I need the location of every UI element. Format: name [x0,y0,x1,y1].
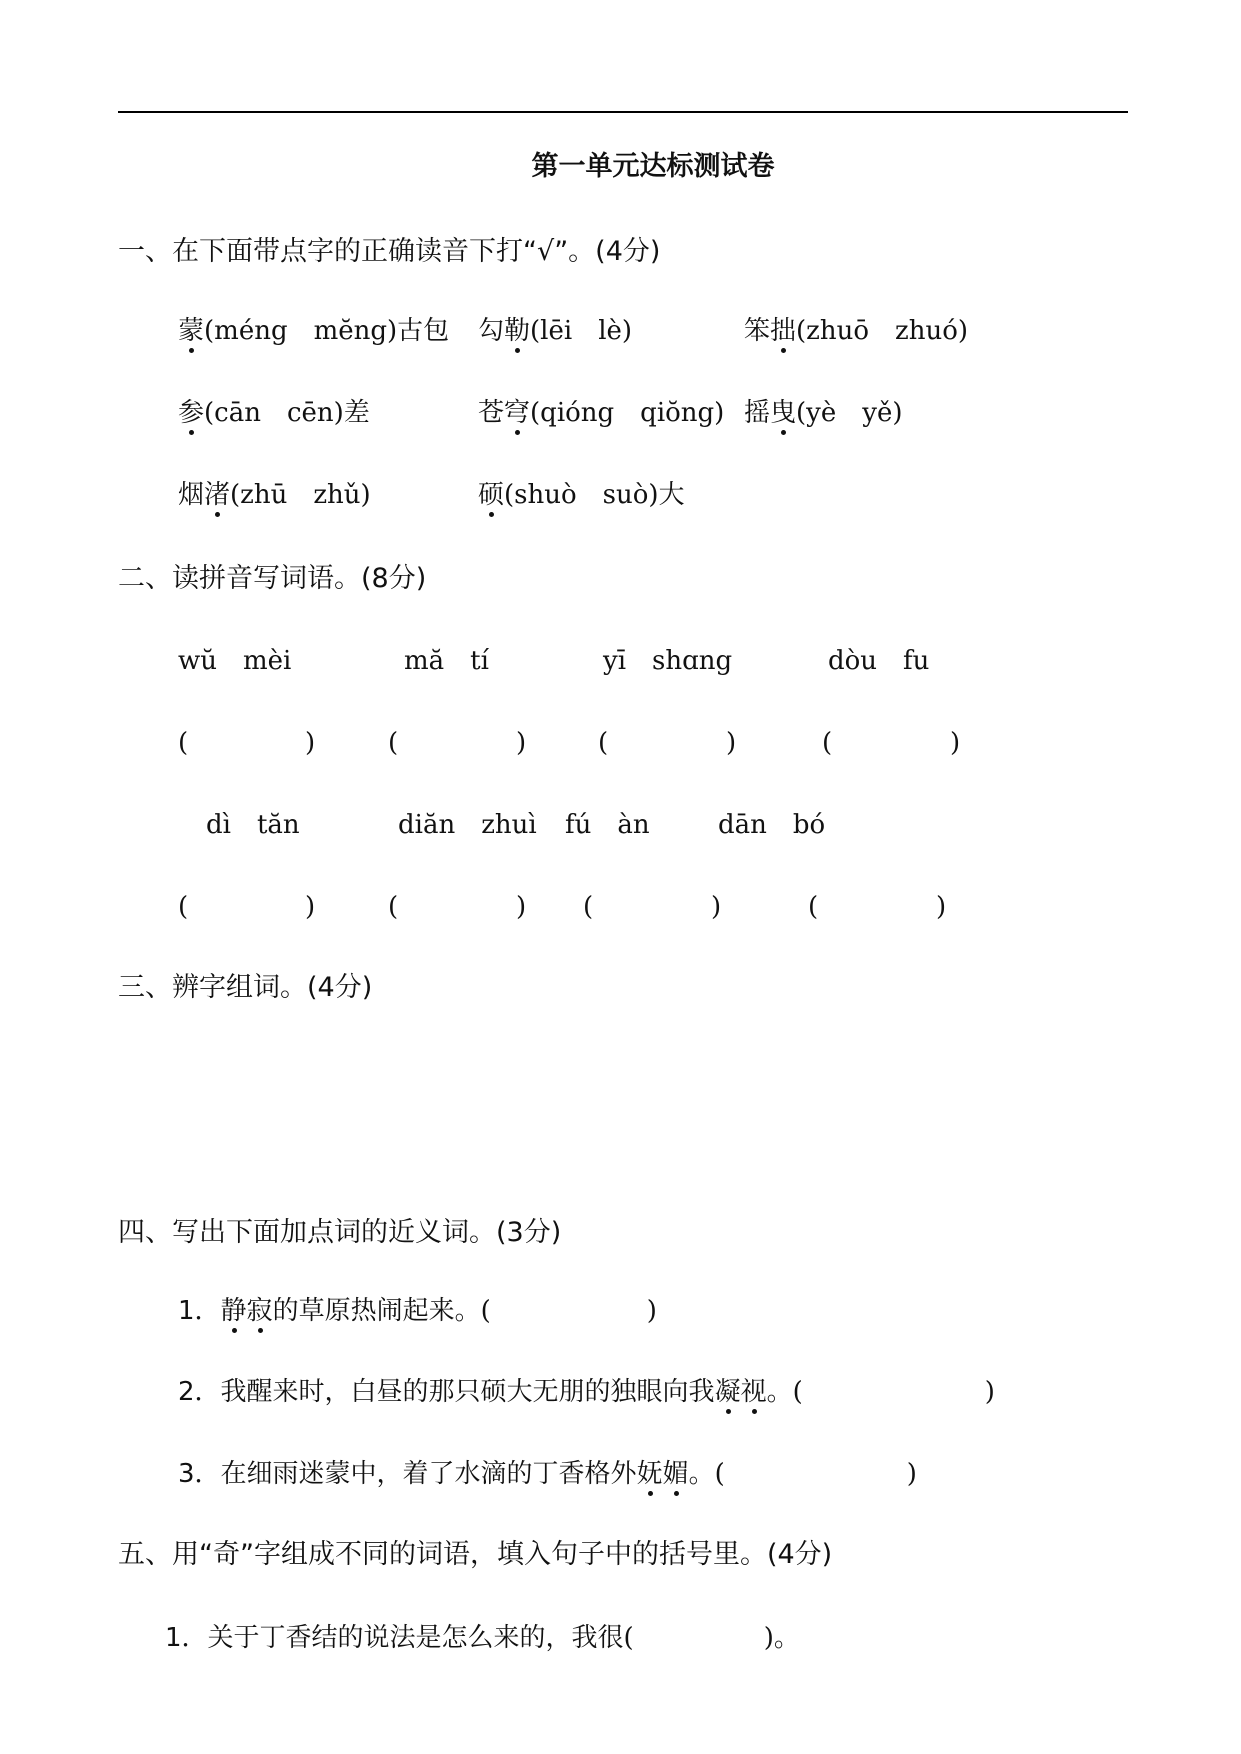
section-4-heading: 四、写出下面加点词的近义词。(3分) [118,1217,562,1248]
section-5-heading: 五、用“奇”字组成不同的词语，填入句子中的括号里。(4分) [118,1539,833,1570]
item-number: 1． [178,1296,221,1326]
item-text: (zhuō zhuó) [796,316,969,346]
s4-item-3 [178,1461,917,1487]
pinyin-6: diăn zhuì [398,810,537,840]
s1-item-3 [744,318,968,344]
s1-item-2 [478,318,632,344]
pinyin-1: wŭ mèi [178,646,292,676]
answer-blank-3: ( [598,728,609,758]
top-rule [118,111,1128,113]
item-prefix: 我醒来时，白昼的那只硕大无朋的独眼向我 [220,1377,715,1407]
s4-item-1 [178,1298,657,1324]
s1-item-4 [178,400,370,426]
s1-item-6 [744,400,902,426]
item-prefix: 摇 [744,398,771,428]
pinyin-3: yī shɑng [603,646,733,676]
answer-blank-4: ( [822,728,833,758]
dotted-word: 静寂 [220,1296,273,1326]
s1-item-1 [178,318,449,344]
s5-item-1 [165,1625,800,1651]
dotted-char: 穹 [504,398,531,428]
item-text: (méng mĕng)古包 [204,316,450,346]
s4-item-2 [178,1379,995,1405]
dotted-word: 凝视 [714,1377,767,1407]
dotted-char: 参 [178,398,205,428]
item-text: 关于丁香结的说法是怎么来的，我很( )。 [207,1623,800,1653]
item-text: 。( ) [688,1459,917,1489]
item-number: 1． [165,1623,208,1653]
s1-item-5 [478,400,724,426]
answer-blank-8-close: ) [936,892,947,922]
page-title: 第一单元达标测试卷 [531,151,775,182]
answer-blank-5: ( [178,892,189,922]
pinyin-2: mă tí [404,646,489,676]
item-number: 3． [178,1459,221,1489]
pinyin-4: dòu fu [828,646,930,676]
answer-blank-2: ( [388,728,399,758]
pinyin-7: fú àn [565,810,650,840]
item-prefix: 勾 [478,316,505,346]
dotted-word: 妩媚 [636,1459,689,1489]
item-text: 。( ) [766,1377,995,1407]
answer-blank-8: ( [808,892,819,922]
item-text: (qióng qiŏng) [530,398,725,428]
answer-blank-5-close: ) [305,892,316,922]
answer-blank-6-close: ) [516,892,527,922]
pinyin-8: dān bó [718,810,826,840]
answer-blank-1-close: ) [305,728,316,758]
dotted-char: 曳 [770,398,797,428]
section-3-heading: 三、辨字组词。(4分) [118,972,373,1003]
dotted-char: 渚 [204,480,231,510]
dotted-char: 拙 [770,316,797,346]
dotted-char: 勒 [504,316,531,346]
item-text: (shuò suò)大 [504,480,685,510]
dotted-char: 硕 [478,480,505,510]
answer-blank-7: ( [583,892,594,922]
s1-item-7 [178,482,371,508]
answer-blank-3-close: ) [726,728,737,758]
answer-blank-2-close: ) [516,728,527,758]
item-text: (cān cēn)差 [204,398,370,428]
section-2-heading: 二、读拼音写词语。(8分) [118,563,427,594]
section-1-heading: 一、在下面带点字的正确读音下打“√”。(4分) [118,236,661,267]
item-prefix: 苍 [478,398,505,428]
item-prefix: 烟 [178,480,205,510]
dotted-char: 蒙 [178,316,205,346]
item-text: (zhū zhǔ) [230,480,371,510]
answer-blank-7-close: ) [711,892,722,922]
item-text: (yè yě) [796,398,903,428]
item-text: (lēi lè) [530,316,633,346]
item-prefix: 在细雨迷蒙中，着了水滴的丁香格外 [220,1459,637,1489]
answer-blank-6: ( [388,892,399,922]
item-text: 的草原热闹起来。( ) [272,1296,657,1326]
item-prefix: 笨 [744,316,771,346]
answer-blank-1: ( [178,728,189,758]
s1-item-8 [478,482,685,508]
answer-blank-4-close: ) [950,728,961,758]
item-number: 2． [178,1377,221,1407]
pinyin-5: dì tăn [206,810,300,840]
